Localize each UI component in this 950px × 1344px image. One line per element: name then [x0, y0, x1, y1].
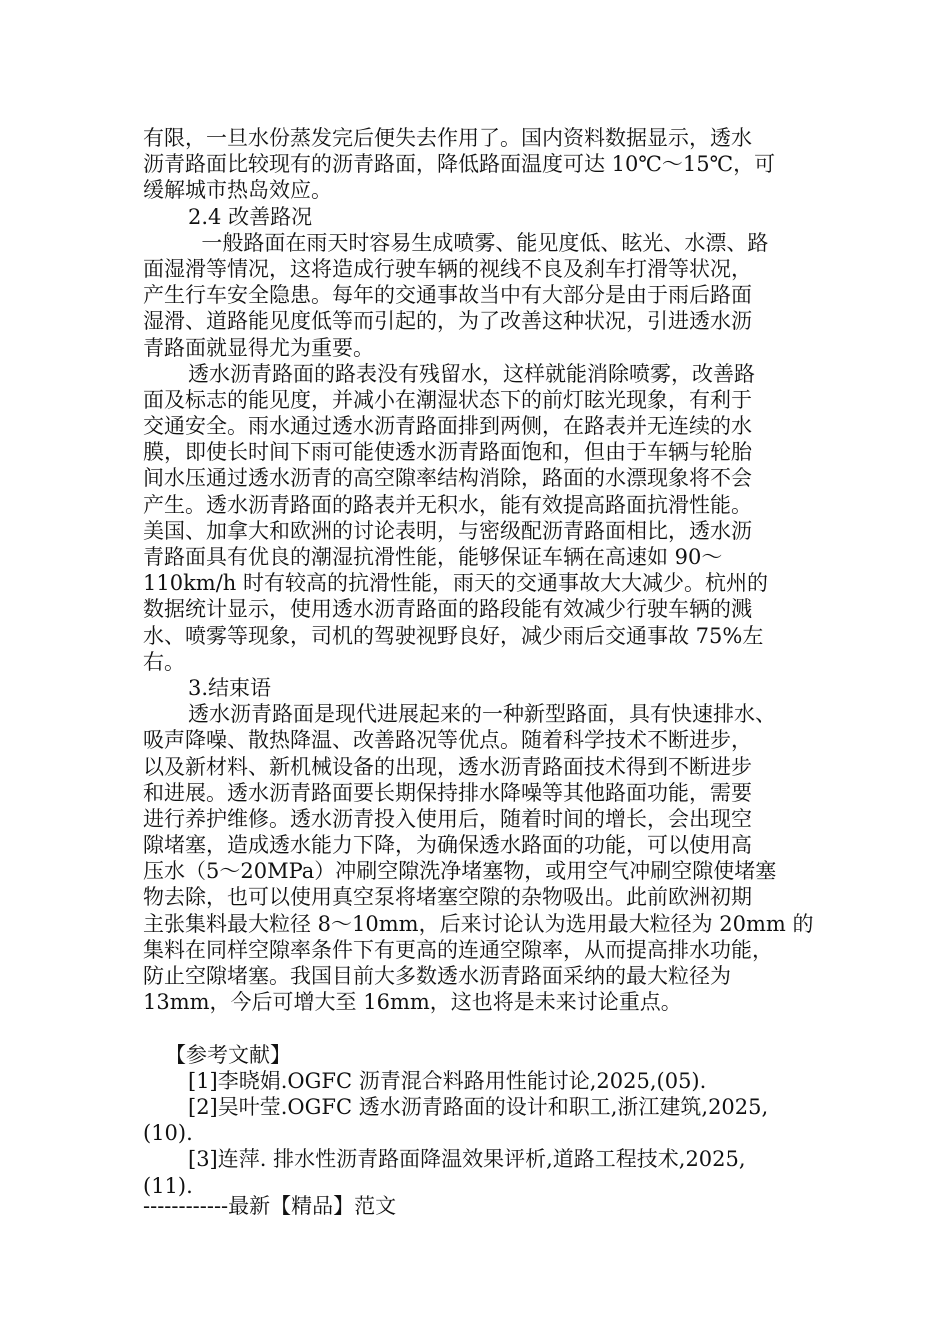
text-line: 面湿滑等情况，这将造成行驶车辆的视线不良及刹车打滑等状况，	[143, 256, 752, 281]
paragraph-conclusion	[143, 701, 814, 1015]
reference-item: [2]吴叶莹.OGFC 透水沥青路面的设计和职工,浙江建筑,2025,	[188, 1094, 769, 1119]
references-title: 【参考文献】	[165, 1042, 291, 1067]
paragraph-cooling	[143, 125, 811, 204]
paragraph-skid-resistance	[143, 361, 811, 675]
text-line: 110km/h 时有较高的抗滑性能，雨天的交通事故大大减少。杭州的	[143, 571, 768, 596]
document-body	[143, 125, 814, 1199]
text-line: 面及标志的能见度，并减小在潮湿状态下的前灯眩光现象，有利于	[143, 387, 752, 412]
text-line: 沥青路面比较现有的沥青路面，降低路面温度可达 10℃～15℃，可	[143, 152, 776, 177]
text-line: 膜，即使长时间下雨可能使透水沥青路面饱和，但由于车辆与轮胎	[143, 440, 752, 465]
reference-item: [3]连萍. 排水性沥青路面降温效果评析,道路工程技术,2025,	[188, 1147, 746, 1172]
text-line: 透水沥青路面是现代进展起来的一种新型路面，具有快速排水、	[188, 702, 776, 727]
text-line: 青路面具有优良的潮湿抗滑性能，能够保证车辆在高速如 90～	[143, 545, 723, 569]
text-line: 产生。透水沥青路面的路表并无积水，能有效提高路面抗滑性能。	[143, 492, 752, 517]
text-line: 一般路面在雨天时容易生成喷雾、能见度低、眩光、水漂、路	[188, 230, 769, 255]
text-line: 防止空隙堵塞。我国目前大多数透水沥青路面采纳的最大粒径为	[143, 964, 731, 988]
section-heading-2-4: 2.4 改善路况	[188, 204, 313, 229]
reference-item: [1]李晓娟.OGFC 沥青混合料路用性能讨论,2025,(05).	[188, 1068, 707, 1093]
text-line: 隙堵塞，造成透水能力下降，为确保透水路面的功能，可以使用高	[143, 833, 752, 858]
text-line: 水、喷雾等现象，司机的驾驶视野良好，减少雨后交通事故 75%左	[143, 623, 764, 648]
text-line: 压水（5～20MPa）冲刷空隙洗净堵塞物，或用空气冲刷空隙使堵塞	[143, 859, 777, 884]
spacer	[143, 1015, 811, 1041]
text-line: 主张集料最大粒径 8～10mm，后来讨论认为选用最大粒径为 20mm 的	[143, 911, 814, 936]
reference-item-continued: (11).	[143, 1173, 193, 1198]
text-line: 交通安全。雨水通过透水沥青路面排到两侧，在路表并无连续的水	[143, 414, 752, 439]
text-line: 青路面就显得尤为重要。	[143, 335, 374, 360]
references-section	[143, 1042, 811, 1199]
page-footer: ------------最新【精品】范文	[143, 1194, 397, 1218]
text-line: 产生行车安全隐患。每年的交通事故当中有大部分是由于雨后路面	[143, 283, 752, 308]
text-line: 右。	[143, 649, 185, 674]
reference-item-continued: (10).	[143, 1121, 193, 1146]
section-heading-3: 3.结束语	[188, 675, 272, 700]
text-line: 进行养护维修。透水沥青投入使用后，随着时间的增长，会出现空	[143, 806, 752, 831]
text-line: 透水沥青路面的路表没有残留水，这样就能消除喷雾，改善路	[188, 361, 755, 386]
text-line: 间水压通过透水沥青的高空隙率结构消除，路面的水漂现象将不会	[143, 466, 752, 491]
text-line: 湿滑、道路能见度低等而引起的，为了改善这种状况，引进透水沥	[143, 309, 752, 334]
text-line: 物去除，也可以使用真空泵将堵塞空隙的杂物吸出。此前欧洲初期	[143, 885, 752, 910]
text-line: 数据统计显示，使用透水沥青路面的路段能有效减少行驶车辆的溅	[143, 597, 752, 622]
text-line: 美国、加拿大和欧洲的讨论表明，与密级配沥青路面相比，透水沥	[143, 518, 752, 543]
paragraph-road-conditions	[143, 230, 811, 361]
text-line: 集料在同样空隙率条件下有更高的连通空隙率，从而提高排水功能，	[143, 937, 773, 962]
text-line: 缓解城市热岛效应。	[143, 178, 332, 203]
text-line: 13mm，今后可增大至 16mm，这也将是未来讨论重点。	[143, 990, 682, 1015]
text-line: 以及新材料、新机械设备的出现，透水沥青路面技术得到不断进步	[143, 754, 752, 779]
text-line: 吸声降噪、散热降温、改善路况等优点。随着科学技术不断进步，	[143, 728, 752, 753]
text-line: 和进展。透水沥青路面要长期保持排水降噪等其他路面功能，需要	[143, 780, 752, 805]
text-line: 有限，一旦水份蒸发完后便失去作用了。国内资料数据显示，透水	[143, 126, 752, 150]
